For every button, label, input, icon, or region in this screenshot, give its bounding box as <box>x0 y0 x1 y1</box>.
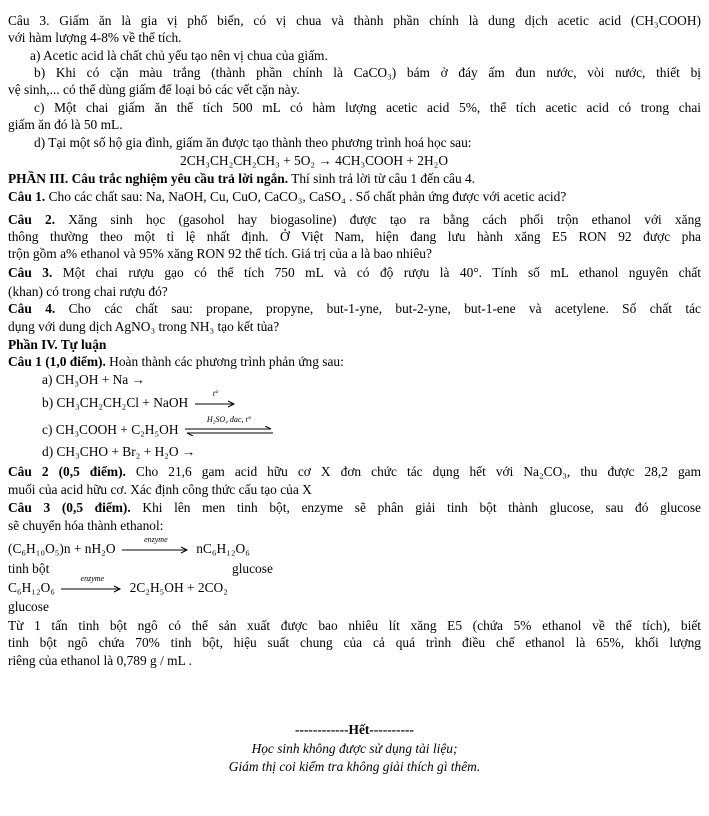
footer-note-1: Học sinh không được sử dụng tài liệu; <box>251 741 458 756</box>
part3-q2-line1: Câu 2. Xăng sinh học (gasohol hay biogasoline) được tạo ra bằng cách phối trộn ethanol với xăng <box>8 212 701 227</box>
fermentation-reaction-1: (C₆H₁₀O₅)n + nH₂O enzyme nC₆H₁₂O₆ <box>8 534 250 556</box>
part4-eq-b: b) CH₃CH₂CH₂Cl + NaOH t° <box>42 394 240 411</box>
part4-c2-line1: Câu 2 (0,5 điểm). Cho 21,6 gam acid hữu cơ X đơn chức tác dụng hết với Na₂CO₃, thu được 28,2 gam <box>8 464 701 479</box>
part3-q2-line3: trộn gồm a% ethanol và 95% xăng RON 92 thể tích. Giá trị của a là bao nhiêu? <box>8 246 432 261</box>
part4-c3-line3: Từ 1 tấn tinh bột ngô có thể sản xuất được bao nhiêu lít xăng E5 (chứa 5% ethanol về thể tích), biết <box>8 618 701 633</box>
part4-c3-line1: Câu 3 (0,5 điểm). Khi lên men tinh bột, enzyme sẽ phân giải tinh bột thành glucose, sau đó glucose <box>8 500 701 515</box>
part3-q2-line2: thông thường theo một tỉ lệ nhất định. Ở Việt Nam, hiện đang lưu hành xăng E5 RON 92 được pha <box>8 229 701 244</box>
part4-eq-a: a) CH₃OH + Na → <box>42 372 145 387</box>
part4-eq-d: d) CH₃CHO + Br₂ + H₂O → <box>42 444 196 459</box>
part4-c3-line2: sẽ chuyển hóa thành ethanol: <box>8 518 164 533</box>
cau3-d-equation: 2CH₃CH₂CH₂CH₃ + 5O₂ → 4CH₃COOH + 2H₂O <box>180 153 449 168</box>
part3-q4-line1: Câu 4. Cho các chất sau: propane, propyne, but-1-yne, but-2-yne, but-1-ene và acetylene. Số chất tác <box>8 301 701 316</box>
part4-eq-c: c) CH₃COOH + C₂H₅OH H₂SO₄ đac, t° <box>42 421 276 438</box>
footer-note-2: Giám thị coi kiểm tra không giải thích gì thêm. <box>228 759 481 774</box>
cau3-b-line1: b) Khi có cặn màu trắng (thành phần chính là CaCO₃) bám ở đáy ấm đun nước, vòi nước, thiết bị <box>34 65 701 80</box>
cau3-line1: Câu 3. Giấm ăn là gia vị phổ biến, có vị chua và thành phần chính là dung dịch acetic acid (CH₃COOH) <box>8 13 701 28</box>
reaction-arrow-icon: enzyme <box>61 585 123 593</box>
cau3-d-line1: d) Tại một số hộ gia đình, giấm ăn được tạo thành theo phương trình hoá học sau: <box>34 135 472 150</box>
part4-c3-line5: riêng của ethanol là 0,789 g / mL . <box>8 653 192 668</box>
part4-heading: Phần IV. Tự luận <box>8 337 107 352</box>
cau3-a: a) Acetic acid là chất chủ yếu tạo nên vị chua của giấm. <box>30 48 328 63</box>
glucose-label-2: glucose <box>8 599 49 614</box>
part3-q3-line2: (khan) có trong chai rượu đó? <box>8 284 168 299</box>
reaction-arrow-icon: t° <box>195 400 237 408</box>
part3-q1: Câu 1. Cho các chất sau: Na, NaOH, Cu, CuO, CaCO₃, CaSO₄ . Số chất phản ứng được với acetic acid? <box>8 189 567 204</box>
cau3-c-line1: c) Một chai giấm ăn thể tích 500 mL có hàm lượng acetic acid 5%, thể tích acetic acid có trong chai <box>34 100 701 115</box>
cau3-c-line2: giấm ăn đó là 50 mL. <box>8 117 123 132</box>
part3-heading: PHẦN III. Câu trắc nghiệm yêu cầu trả lời ngắn. Thí sinh trả lời từ câu 1 đến câu 4. <box>8 171 476 186</box>
part3-q4-line2: dụng với dung dịch AgNO₃ trong NH₃ tạo kết tủa? <box>8 319 280 334</box>
part4-c1: Câu 1 (1,0 điểm). Hoàn thành các phương trình phản ứng sau: <box>8 354 344 369</box>
end-marker: ------------Hết---------- <box>295 722 414 737</box>
cau3-b-line2: vệ sinh,... có thể dùng giấm để loại bỏ các vết cặn này. <box>8 82 300 97</box>
reaction-arrow-icon: enzyme <box>122 546 190 554</box>
part4-c3-line4: tinh bột ngô chứa 70% tinh bột, hiệu suất chung của cả quá trình điều chế ethanol là 65%, khối lượng <box>8 635 701 650</box>
part3-q3-line1: Câu 3. Một chai rượu gạo có thể tích 750 mL và có độ rượu là 40°. Tính số mL ethanol nguyên chất <box>8 265 701 280</box>
glucose-label: glucose <box>232 561 273 576</box>
part4-c2-line2: muối của acid hữu cơ. Xác định công thức cấu tạo của X <box>8 482 312 497</box>
starch-label: tinh bột <box>8 561 50 576</box>
cau3-line2: với hàm lượng 4-8% về thể tích. <box>8 30 182 45</box>
equilibrium-arrow-icon: H₂SO₄ đac, t° <box>185 426 273 436</box>
fermentation-reaction-2: C₆H₁₂O₆ enzyme 2C₂H₅OH + 2CO₂ <box>8 573 228 595</box>
